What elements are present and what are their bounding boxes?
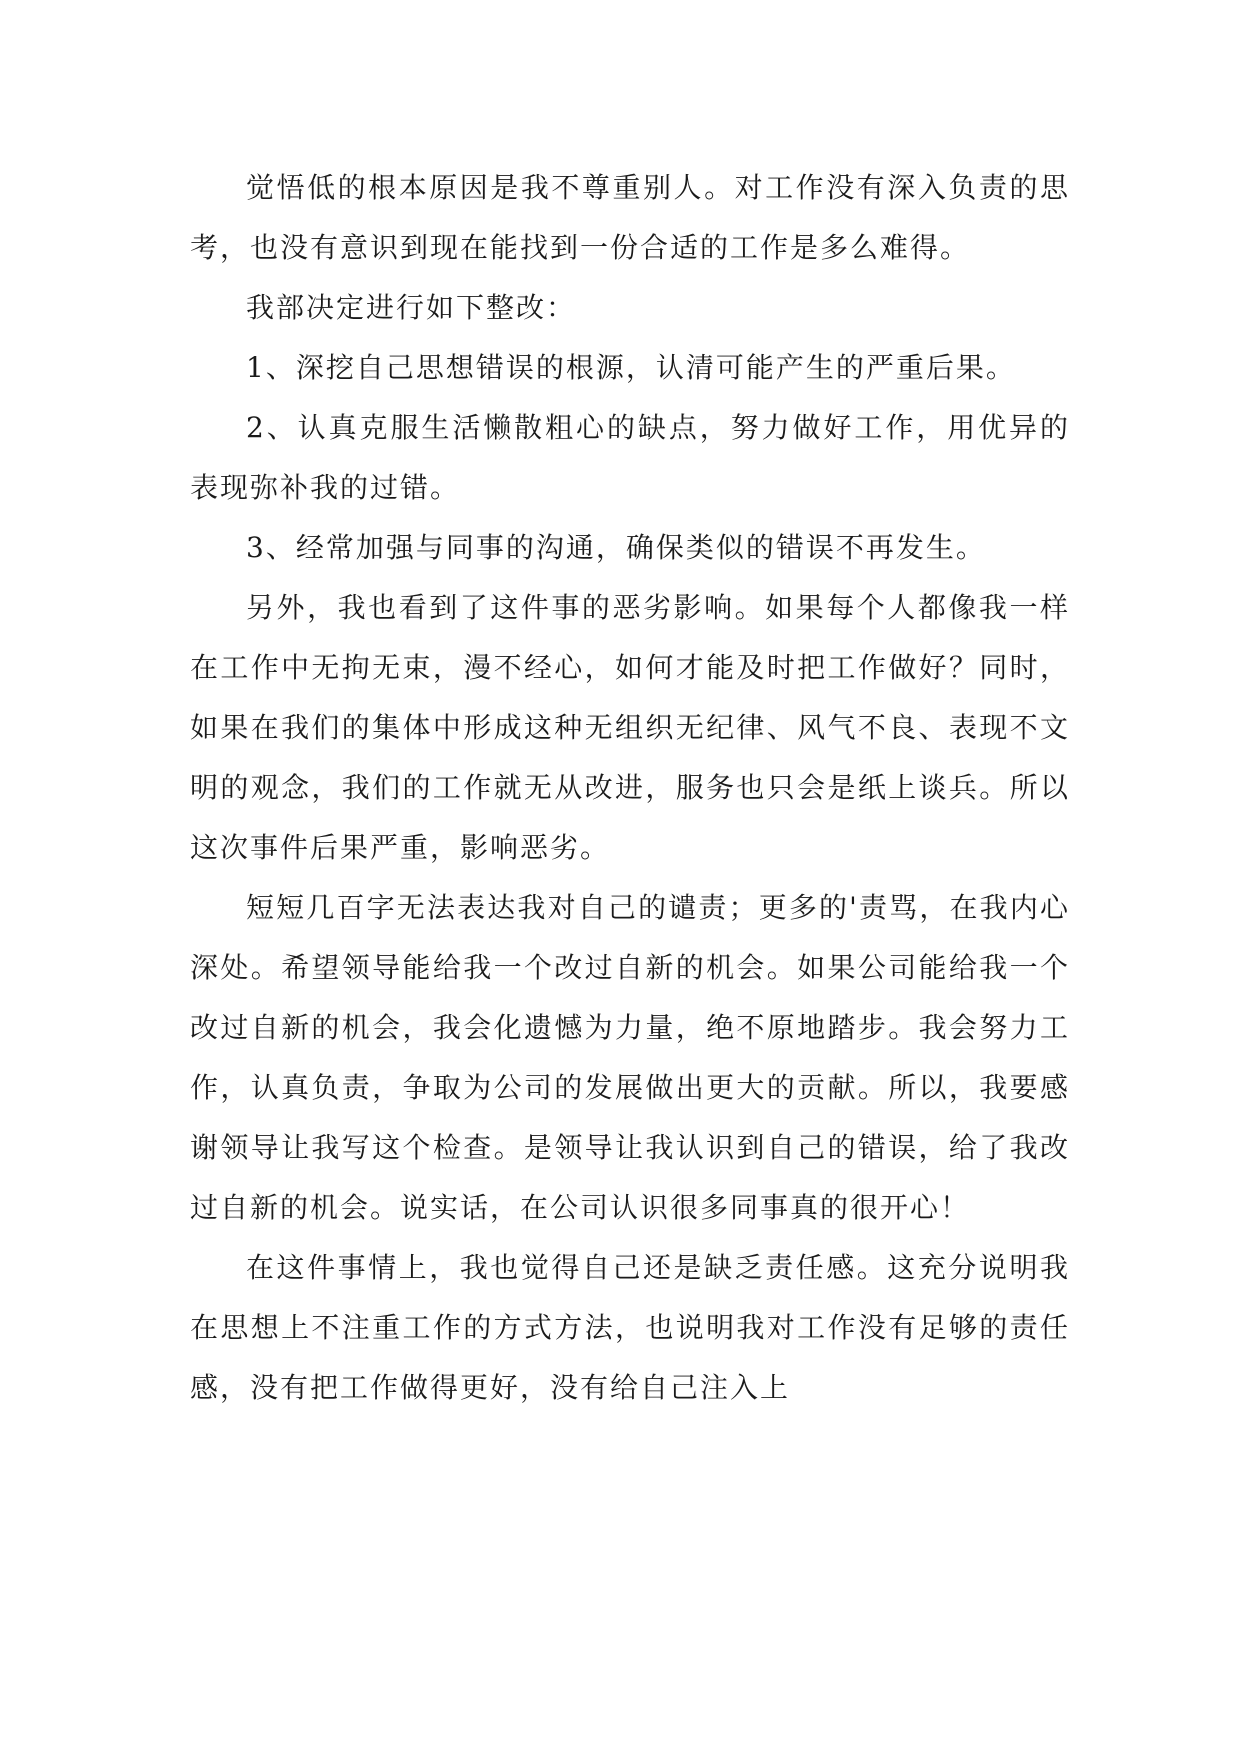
- paragraph-4: 2、认真克服生活懒散粗心的缺点，努力做好工作，用优异的表现弥补我的过错。: [190, 411, 1070, 504]
- paragraph-8: 在这件事情上，我也觉得自己还是缺乏责任感。这充分说明我在思想上不注重工作的方式方法，也说明我对工作没有足够的责任感，没有把工作做得更好，没有给自己注入上: [190, 1251, 1070, 1404]
- paragraph-5: 3、经常加强与同事的沟通，确保类似的错误不再发生。: [246, 531, 986, 564]
- paragraph-1: 觉悟低的根本原因是我不尊重别人。对工作没有深入负责的思考，也没有意识到现在能找到一份合适的工作是多么难得。: [190, 171, 1070, 264]
- paragraph-6: 另外，我也看到了这件事的恶劣影响。如果每个人都像我一样在工作中无拘无束，漫不经心，如何才能及时把工作做好？同时，如果在我们的集体中形成这种无组织无纪律、风气不良、表现不文明的观念，我们的工作就无从改进，服务也只会是纸上谈兵。所以这次事件后果严重，影响恶劣。: [190, 591, 1070, 864]
- paragraph-3: 1、深挖自己思想错误的根源，认清可能产生的严重后果。: [246, 351, 1016, 384]
- paragraph-7: 短短几百字无法表达我对自己的谴责；更多的'责骂，在我内心深处。希望领导能给我一个改过自新的机会。如果公司能给我一个改过自新的机会，我会化遗憾为力量，绝不原地踏步。我会努力工作，认真负责，争取为公司的发展做出更大的贡献。所以，我要感谢领导让我写这个检查。是领导让我认识到自己的错误，给了我改过自新的机会。说实话，在公司认识很多同事真的很开心！: [190, 891, 1070, 1224]
- paragraph-2: 我部决定进行如下整改：: [246, 291, 577, 324]
- document-body: [190, 158, 1070, 1418]
